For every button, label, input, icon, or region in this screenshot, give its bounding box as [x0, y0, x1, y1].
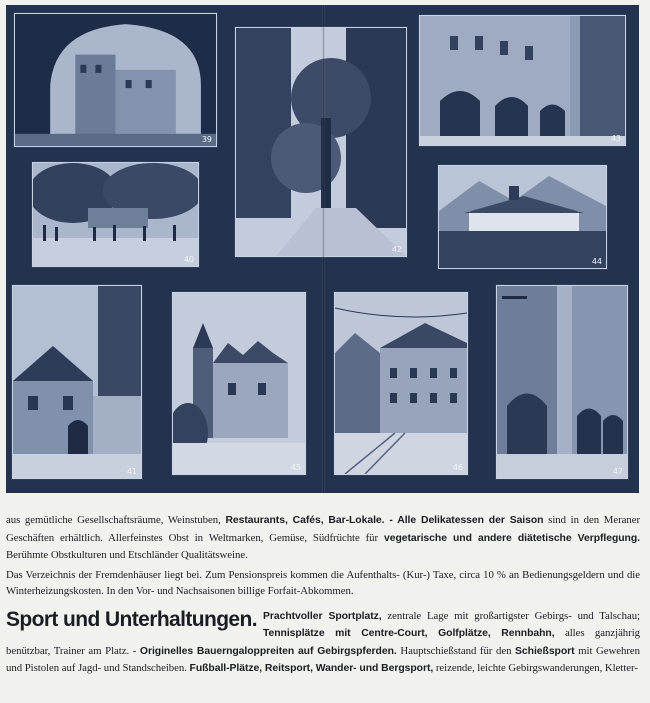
photo-number: 46	[452, 463, 463, 472]
text-run: reizende, leichte Gebirgswanderungen, Kletter-	[433, 662, 638, 674]
photo-old-houses	[12, 285, 142, 479]
text-run: zentrale Lage mit großartigster Gebirgs- und Talschau;	[381, 609, 641, 622]
text-area	[6, 512, 640, 678]
bold-run: Originelles Bauerngaloppreiten auf Gebirgspferden.	[139, 645, 397, 657]
sport-heading: Sport und Unterhaltungen.	[6, 607, 257, 631]
photo-castle	[172, 292, 306, 475]
text-run: mit Gewehren und Pistolen auf Jagd- und Standscheiben.	[6, 644, 641, 674]
photo-number: 44	[591, 257, 602, 266]
photo-arcade-lane	[496, 285, 628, 479]
photo-number: 45	[290, 463, 301, 472]
page-fold	[322, 5, 325, 493]
photo-number: 43	[610, 134, 621, 143]
bold-run: Prachtvoller Sportplatz,	[262, 610, 382, 622]
text-run: sind in den Meraner Geschäften erhältlich. Allerfeinstes Obst in Weltmarken, Gemüse, Südfrüchte für	[6, 514, 641, 544]
text-run: Hauptschießstand für den	[396, 644, 516, 657]
photo-tree-alley	[235, 27, 407, 257]
bold-run: vegetarische und andere diätetische Verpflegung.	[383, 532, 640, 544]
bold-run: Fußball-Plätze, Reitsport, Wander- und Bergsport,	[189, 663, 434, 674]
photo-number: 41	[126, 467, 137, 476]
photo-archway	[14, 13, 217, 147]
text-run: alles ganzjährig benützbar, Trainer am Platz. -	[6, 627, 640, 657]
paragraph-pricing: Das Verzeichnis der Fremdenhäuser liegt bei. Zum Pensionspreis kommen die Aufenthalts- (Kur-) Taxe, circa 10 % an Bedienungsgeldern und die Winterheizungskosten. In den Vor- und Nachsaisonen billige Forfait-Abkommen.	[6, 568, 640, 597]
photo-town-square	[32, 162, 199, 267]
paragraph-amenities	[6, 512, 640, 564]
photo-arcade-street	[419, 15, 626, 146]
photo-number: 40	[183, 255, 194, 264]
photo-number: 39	[201, 135, 212, 144]
text-run: Berühmte Obstkulturen und Etschländer Qualitätsweine.	[6, 549, 248, 561]
bold-run: Restaurants, Cafés, Bar-Lokale. - Alle Delikatessen der Saison	[225, 515, 544, 526]
photo-tram-street	[334, 292, 468, 475]
bold-run: Tennisplätze mit Centre-Court, Golfplätze, Rennbahn,	[262, 628, 555, 639]
photo-collage	[6, 5, 639, 493]
photo-mountain-building	[438, 165, 607, 269]
text-run: aus gemütliche Gesellschaftsräume, Weinstuben,	[6, 514, 226, 526]
bold-run: Schießsport	[515, 645, 575, 657]
photo-number: 47	[612, 467, 623, 476]
photo-number: 42	[391, 245, 402, 254]
sport-section	[6, 608, 640, 678]
